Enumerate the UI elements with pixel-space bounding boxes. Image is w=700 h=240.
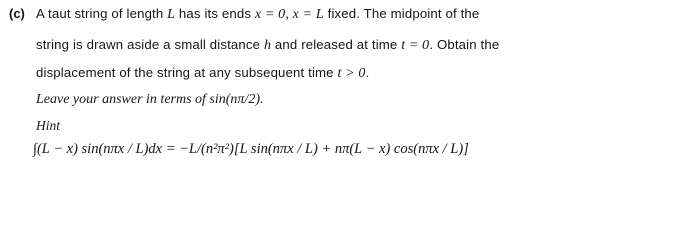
initial-time: t = 0: [401, 38, 430, 53]
text-segment: .: [365, 65, 370, 80]
problem-line-2: [36, 37, 499, 54]
problem-line-1: [36, 6, 479, 23]
text-segment: has its ends: [175, 6, 255, 21]
text-segment: . Obtain the: [429, 37, 500, 52]
time-condition: t > 0: [337, 66, 366, 81]
hint-formula: ∫(L − x) sin(nπx / L)dx = −L/(n²π²)[L sin(nπx / L) + nπ(L − x) cos(nπx / L)]: [33, 141, 469, 157]
answer-instruction: Leave your answer in terms of sin(nπ/2).: [36, 92, 264, 107]
text-segment: string is drawn aside a small distance: [36, 37, 264, 52]
boundary-condition: x = 0, x = L: [254, 7, 324, 22]
problem-line-3: [36, 65, 369, 82]
text-segment: displacement of the string at any subsequent time: [36, 65, 338, 80]
text-segment: A taut string of length: [36, 6, 168, 21]
variable-h: h: [263, 38, 272, 53]
text-segment: fixed. The midpoint of the: [323, 6, 480, 21]
variable-L: L: [167, 7, 176, 22]
problem-label: (c): [9, 6, 25, 21]
text-segment: and released at time: [271, 37, 402, 52]
hint-label: Hint: [36, 118, 61, 133]
